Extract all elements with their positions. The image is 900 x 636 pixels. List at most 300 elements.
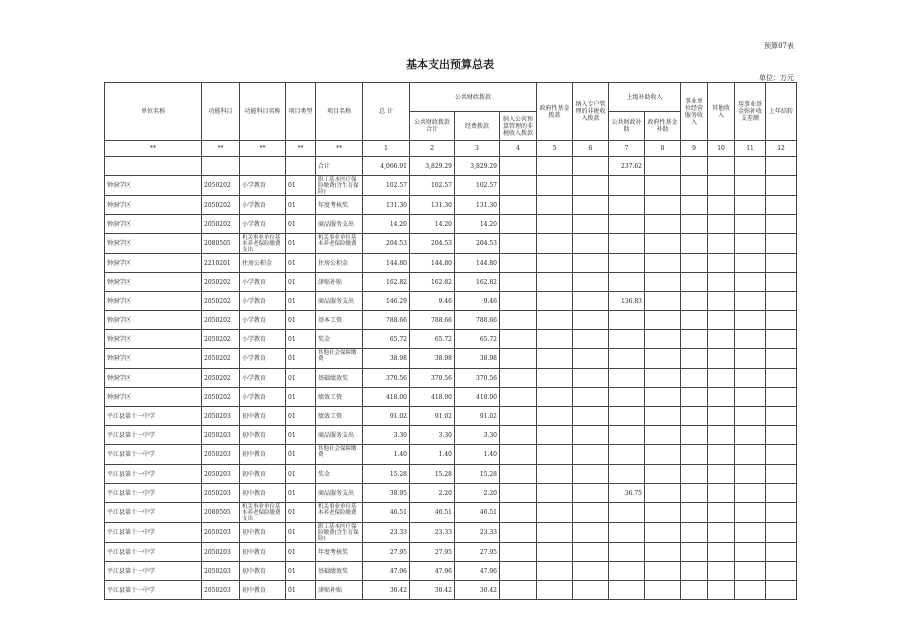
header-ss-gov-fund: 政府性基金补助: [645, 112, 681, 141]
empty-cell: [681, 503, 708, 523]
empty-cell: [645, 349, 681, 369]
unit-cell: 平江县第十一中学: [105, 407, 202, 426]
empty-cell: [766, 407, 797, 426]
type-cell: 01: [286, 503, 316, 523]
empty-cell: [645, 543, 681, 562]
pf-operating-cell: 65.72: [455, 330, 500, 349]
total-pf-subtotal: 3,829.29: [410, 157, 455, 176]
total-cell: 144.80: [363, 254, 410, 273]
empty-cell: [708, 581, 735, 600]
empty-cell: [708, 254, 735, 273]
empty-cell: [708, 543, 735, 562]
form-number: 预算07表: [764, 42, 794, 50]
empty-cell: [708, 562, 735, 581]
type-cell: 01: [286, 445, 316, 465]
empty-cell: [500, 273, 537, 292]
func-cell: 小学教育: [240, 388, 286, 407]
empty-cell: [537, 562, 573, 581]
empty-cell: [735, 523, 766, 543]
empty-cell: [537, 426, 573, 445]
empty-cell: [500, 407, 537, 426]
unit-label: 单位：万元: [759, 74, 794, 82]
func-cell: 机关事业单位基本养老保险缴费支出: [240, 234, 286, 254]
func-cell: 初中教育: [240, 523, 286, 543]
unit-cell: 平江县第十一中学: [105, 445, 202, 465]
code-cell: 2080505: [202, 503, 240, 523]
unit-cell: 平江县第十一中学: [105, 581, 202, 600]
empty-cell: [573, 234, 609, 254]
func-cell: 小学教育: [240, 292, 286, 311]
empty-cell: [537, 407, 573, 426]
table-row: [105, 176, 797, 196]
unit-cell: 钟洞学区: [105, 311, 202, 330]
empty-cell: [681, 215, 708, 234]
type-cell: 01: [286, 543, 316, 562]
empty-cell: [645, 581, 681, 600]
code-cell: 2210201: [202, 254, 240, 273]
empty-cell: [708, 503, 735, 523]
empty-cell: [708, 426, 735, 445]
empty-cell: [500, 388, 537, 407]
pf-subtotal-cell: 30.42: [410, 581, 455, 600]
total-cell: 65.72: [363, 330, 410, 349]
pf-operating-cell: 370.56: [455, 369, 500, 388]
empty-cell: [500, 349, 537, 369]
empty-cell: [766, 273, 797, 292]
type-cell: 01: [286, 349, 316, 369]
empty-cell: [537, 330, 573, 349]
empty-cell: [766, 215, 797, 234]
unit-cell: 钟洞学区: [105, 234, 202, 254]
total-row: [105, 157, 797, 176]
empty-cell: [735, 215, 766, 234]
empty-cell: [681, 349, 708, 369]
table-row: [105, 503, 797, 523]
empty-cell: [681, 523, 708, 543]
budget-table: [104, 82, 797, 600]
empty-cell: [708, 273, 735, 292]
type-cell: 01: [286, 465, 316, 484]
empty-cell: [645, 562, 681, 581]
type-cell: 01: [286, 215, 316, 234]
pf-operating-cell: 9.46: [455, 292, 500, 311]
table-row: [105, 465, 797, 484]
index-cell: 7: [609, 141, 645, 157]
code-cell: 2050203: [202, 426, 240, 445]
pf-operating-cell: 788.66: [455, 311, 500, 330]
func-cell: 小学教育: [240, 196, 286, 215]
empty-cell: [645, 426, 681, 445]
total-amount: 4,066.91: [363, 157, 410, 176]
func-cell: 小学教育: [240, 349, 286, 369]
empty-cell: [766, 234, 797, 254]
pf-subtotal-cell: 15.28: [410, 465, 455, 484]
empty-cell: [708, 234, 735, 254]
empty-cell: [735, 196, 766, 215]
pf-operating-cell: 46.51: [455, 503, 500, 523]
header-superior-subsidy: 上级补助收入: [609, 83, 681, 112]
unit-cell: 平江县第十一中学: [105, 484, 202, 503]
empty-cell: [766, 349, 797, 369]
pf-subtotal-cell: 65.72: [410, 330, 455, 349]
total-cell: 23.33: [363, 523, 410, 543]
empty-cell: [681, 311, 708, 330]
ss-public-cell: 136.83: [609, 292, 645, 311]
empty-cell: [766, 543, 797, 562]
total-cell: 38.98: [363, 349, 410, 369]
unit-cell: 钟洞学区: [105, 176, 202, 196]
proj-cell: 机关事业单位基本养老保险缴费: [316, 503, 363, 523]
pf-subtotal-cell: 27.95: [410, 543, 455, 562]
pf-subtotal-cell: 102.57: [410, 176, 455, 196]
table-row: [105, 215, 797, 234]
index-cell: 10: [708, 141, 735, 157]
ss-public-cell: [609, 176, 645, 196]
proj-cell: 机关事业单位基本养老保险缴费: [316, 234, 363, 254]
empty-cell: [681, 273, 708, 292]
index-row: [105, 141, 797, 157]
empty-cell: [766, 292, 797, 311]
table-row: [105, 234, 797, 254]
pf-operating-cell: 14.20: [455, 215, 500, 234]
empty-cell: [735, 407, 766, 426]
empty-cell: [681, 330, 708, 349]
empty-cell: [573, 330, 609, 349]
header-pf-subtotal: 公共财政拨款合计: [410, 112, 455, 141]
ss-public-cell: [609, 465, 645, 484]
header-proj-type: 项目类型: [286, 83, 316, 141]
type-cell: 01: [286, 176, 316, 196]
unit-cell: 钟洞学区: [105, 254, 202, 273]
empty-cell: [500, 234, 537, 254]
empty-cell: [681, 543, 708, 562]
empty-cell: [537, 273, 573, 292]
empty-cell: [735, 484, 766, 503]
empty-cell: [537, 196, 573, 215]
type-cell: 01: [286, 196, 316, 215]
empty-cell: [500, 311, 537, 330]
total-cell: 162.82: [363, 273, 410, 292]
header-pf-budget-mgmt: 纳入公共预算管理的非税收入拨款: [500, 112, 537, 141]
empty-cell: [573, 484, 609, 503]
empty-cell: [766, 196, 797, 215]
proj-cell: 基本工资: [316, 311, 363, 330]
table-row: [105, 581, 797, 600]
pf-subtotal-cell: 162.82: [410, 273, 455, 292]
empty-cell: [573, 292, 609, 311]
code-cell: 2050202: [202, 292, 240, 311]
empty-cell: [766, 426, 797, 445]
code-cell: 2080505: [202, 234, 240, 254]
type-cell: 01: [286, 523, 316, 543]
total-cell: 30.42: [363, 581, 410, 600]
empty-cell: [500, 503, 537, 523]
empty-cell: [500, 562, 537, 581]
empty-cell: [708, 330, 735, 349]
ss-public-cell: [609, 234, 645, 254]
empty-cell: [735, 543, 766, 562]
proj-cell: 基础绩效奖: [316, 369, 363, 388]
pf-subtotal-cell: 38.98: [410, 349, 455, 369]
empty-cell: [500, 254, 537, 273]
empty-cell: [708, 176, 735, 196]
index-cell: 3: [455, 141, 500, 157]
unit-cell: 平江县第十一中学: [105, 426, 202, 445]
empty-cell: [573, 407, 609, 426]
pf-subtotal-cell: 47.96: [410, 562, 455, 581]
index-cell: 9: [681, 141, 708, 157]
total-cell: 102.57: [363, 176, 410, 196]
table-row: [105, 388, 797, 407]
pf-operating-cell: 91.02: [455, 407, 500, 426]
index-cell: **: [202, 141, 240, 157]
empty-cell: [500, 426, 537, 445]
table-row: [105, 330, 797, 349]
proj-cell: 其他社会保障缴费: [316, 349, 363, 369]
empty-cell: [537, 369, 573, 388]
pf-operating-cell: 38.98: [455, 349, 500, 369]
empty-cell: [573, 562, 609, 581]
total-cell: 3.30: [363, 426, 410, 445]
empty-cell: [735, 254, 766, 273]
total-cell: 14.20: [363, 215, 410, 234]
table-row: [105, 543, 797, 562]
code-cell: 2050202: [202, 196, 240, 215]
func-cell: 初中教育: [240, 407, 286, 426]
table-row: [105, 273, 797, 292]
empty-cell: [735, 176, 766, 196]
empty-cell: [500, 196, 537, 215]
func-cell: 初中教育: [240, 484, 286, 503]
empty-cell: [500, 292, 537, 311]
pf-subtotal-cell: 1.40: [410, 445, 455, 465]
empty-cell: [681, 196, 708, 215]
ss-public-cell: [609, 196, 645, 215]
empty-cell: [537, 234, 573, 254]
func-cell: 初中教育: [240, 543, 286, 562]
empty-cell: [500, 330, 537, 349]
proj-cell: 奖金: [316, 465, 363, 484]
empty-cell: [766, 503, 797, 523]
index-cell: 11: [735, 141, 766, 157]
empty-cell: [708, 349, 735, 369]
total-cell: 47.96: [363, 562, 410, 581]
pf-operating-cell: 1.40: [455, 445, 500, 465]
func-cell: 初中教育: [240, 445, 286, 465]
table-row: [105, 311, 797, 330]
proj-cell: 年度考核奖: [316, 543, 363, 562]
ss-public-cell: [609, 273, 645, 292]
index-cell: 5: [537, 141, 573, 157]
func-cell: 初中教育: [240, 562, 286, 581]
empty-cell: [573, 503, 609, 523]
index-cell: 8: [645, 141, 681, 157]
empty-cell: [766, 484, 797, 503]
empty-cell: [645, 234, 681, 254]
unit-cell: 平江县第十一中学: [105, 503, 202, 523]
pf-operating-cell: 162.82: [455, 273, 500, 292]
empty-cell: [537, 254, 573, 273]
index-cell: 4: [500, 141, 537, 157]
empty-cell: [708, 407, 735, 426]
code-cell: 2050202: [202, 369, 240, 388]
table-row: [105, 484, 797, 503]
empty-cell: [681, 465, 708, 484]
proj-cell: 其他社会保障缴费: [316, 445, 363, 465]
empty-cell: [500, 445, 537, 465]
empty-cell: [645, 273, 681, 292]
pf-subtotal-cell: 9.46: [410, 292, 455, 311]
ss-public-cell: [609, 523, 645, 543]
pf-operating-cell: 204.53: [455, 234, 500, 254]
type-cell: 01: [286, 330, 316, 349]
empty-cell: [708, 196, 735, 215]
empty-cell: [708, 292, 735, 311]
empty-cell: [500, 484, 537, 503]
empty-cell: [681, 234, 708, 254]
pf-subtotal-cell: 131.30: [410, 196, 455, 215]
header-func-code: 功能科目: [202, 83, 240, 141]
ss-public-cell: 36.75: [609, 484, 645, 503]
pf-subtotal-cell: 14.20: [410, 215, 455, 234]
header-public-fiscal: 公共财政拨款: [410, 83, 537, 112]
empty-cell: [681, 445, 708, 465]
func-cell: 初中教育: [240, 581, 286, 600]
func-cell: 小学教育: [240, 273, 286, 292]
header-proj-name: 项目名称: [316, 83, 363, 141]
ss-public-cell: [609, 330, 645, 349]
empty-cell: [681, 176, 708, 196]
code-cell: 2050203: [202, 484, 240, 503]
empty-cell: [735, 388, 766, 407]
empty-cell: [766, 176, 797, 196]
func-cell: 小学教育: [240, 215, 286, 234]
code-cell: 2050203: [202, 465, 240, 484]
table-row: [105, 292, 797, 311]
empty-cell: [537, 388, 573, 407]
pf-subtotal-cell: 144.80: [410, 254, 455, 273]
type-cell: 01: [286, 234, 316, 254]
pf-operating-cell: 27.95: [455, 543, 500, 562]
empty-cell: [735, 581, 766, 600]
code-cell: 2050202: [202, 176, 240, 196]
empty-cell: [573, 426, 609, 445]
func-cell: 机关事业单位基本养老保险缴费支出: [240, 503, 286, 523]
total-label: 合计: [316, 157, 363, 176]
total-cell: 38.95: [363, 484, 410, 503]
header-unit-name: 单位名称: [105, 83, 202, 141]
empty-cell: [573, 369, 609, 388]
pf-subtotal-cell: 204.53: [410, 234, 455, 254]
code-cell: 2050203: [202, 445, 240, 465]
header-business-income: 事业单位经营服务收入: [681, 83, 708, 141]
pf-operating-cell: 3.30: [455, 426, 500, 445]
code-cell: 2050202: [202, 273, 240, 292]
code-cell: 2050203: [202, 523, 240, 543]
empty-cell: [573, 523, 609, 543]
type-cell: 01: [286, 311, 316, 330]
proj-cell: 年度考核奖: [316, 196, 363, 215]
empty-cell: [645, 330, 681, 349]
ss-public-cell: [609, 445, 645, 465]
pf-subtotal-cell: 418.00: [410, 388, 455, 407]
empty-cell: [645, 407, 681, 426]
ss-public-cell: [609, 215, 645, 234]
header-fund-balance: 用事业基金弥补收支差额: [735, 83, 766, 141]
empty-cell: [645, 311, 681, 330]
empty-cell: [681, 562, 708, 581]
table-row: [105, 369, 797, 388]
func-cell: 小学教育: [240, 330, 286, 349]
pf-subtotal-cell: 2.20: [410, 484, 455, 503]
index-cell: 6: [573, 141, 609, 157]
total-cell: 91.02: [363, 407, 410, 426]
empty-cell: [573, 196, 609, 215]
type-cell: 01: [286, 562, 316, 581]
empty-cell: [573, 465, 609, 484]
pf-operating-cell: 2.20: [455, 484, 500, 503]
unit-cell: 钟洞学区: [105, 349, 202, 369]
index-cell: 1: [363, 141, 410, 157]
func-cell: 住房公积金: [240, 254, 286, 273]
page-title: 基本支出预算总表: [406, 58, 494, 71]
pf-subtotal-cell: 788.66: [410, 311, 455, 330]
empty-cell: [537, 543, 573, 562]
pf-subtotal-cell: 91.02: [410, 407, 455, 426]
pf-operating-cell: 23.33: [455, 523, 500, 543]
empty-cell: [735, 311, 766, 330]
empty-cell: [537, 176, 573, 196]
total-cell: 146.29: [363, 292, 410, 311]
ss-public-cell: [609, 349, 645, 369]
proj-cell: 绩效工资: [316, 388, 363, 407]
empty-cell: [500, 465, 537, 484]
unit-cell: 钟洞学区: [105, 292, 202, 311]
func-cell: 初中教育: [240, 426, 286, 445]
type-cell: 01: [286, 388, 316, 407]
empty-cell: [645, 292, 681, 311]
empty-cell: [537, 349, 573, 369]
empty-cell: [735, 292, 766, 311]
table-row: [105, 445, 797, 465]
empty-cell: [645, 523, 681, 543]
pf-operating-cell: 15.28: [455, 465, 500, 484]
func-cell: 小学教育: [240, 311, 286, 330]
proj-cell: 商品服务支出: [316, 426, 363, 445]
empty-cell: [708, 215, 735, 234]
total-cell: 46.51: [363, 503, 410, 523]
proj-cell: 住房公积金: [316, 254, 363, 273]
unit-cell: 平江县第十一中学: [105, 562, 202, 581]
pf-subtotal-cell: 3.30: [410, 426, 455, 445]
empty-cell: [573, 445, 609, 465]
total-cell: 15.28: [363, 465, 410, 484]
code-cell: 2050202: [202, 311, 240, 330]
unit-cell: 钟洞学区: [105, 196, 202, 215]
proj-cell: 基础绩效奖: [316, 562, 363, 581]
unit-cell: 钟洞学区: [105, 215, 202, 234]
pf-subtotal-cell: 23.33: [410, 523, 455, 543]
code-cell: 2050202: [202, 215, 240, 234]
empty-cell: [645, 176, 681, 196]
code-cell: 2050203: [202, 581, 240, 600]
type-cell: 01: [286, 581, 316, 600]
header-func-name: 功能科目名称: [240, 83, 286, 141]
empty-cell: [708, 369, 735, 388]
empty-cell: [500, 215, 537, 234]
empty-cell: [537, 581, 573, 600]
type-cell: 01: [286, 254, 316, 273]
